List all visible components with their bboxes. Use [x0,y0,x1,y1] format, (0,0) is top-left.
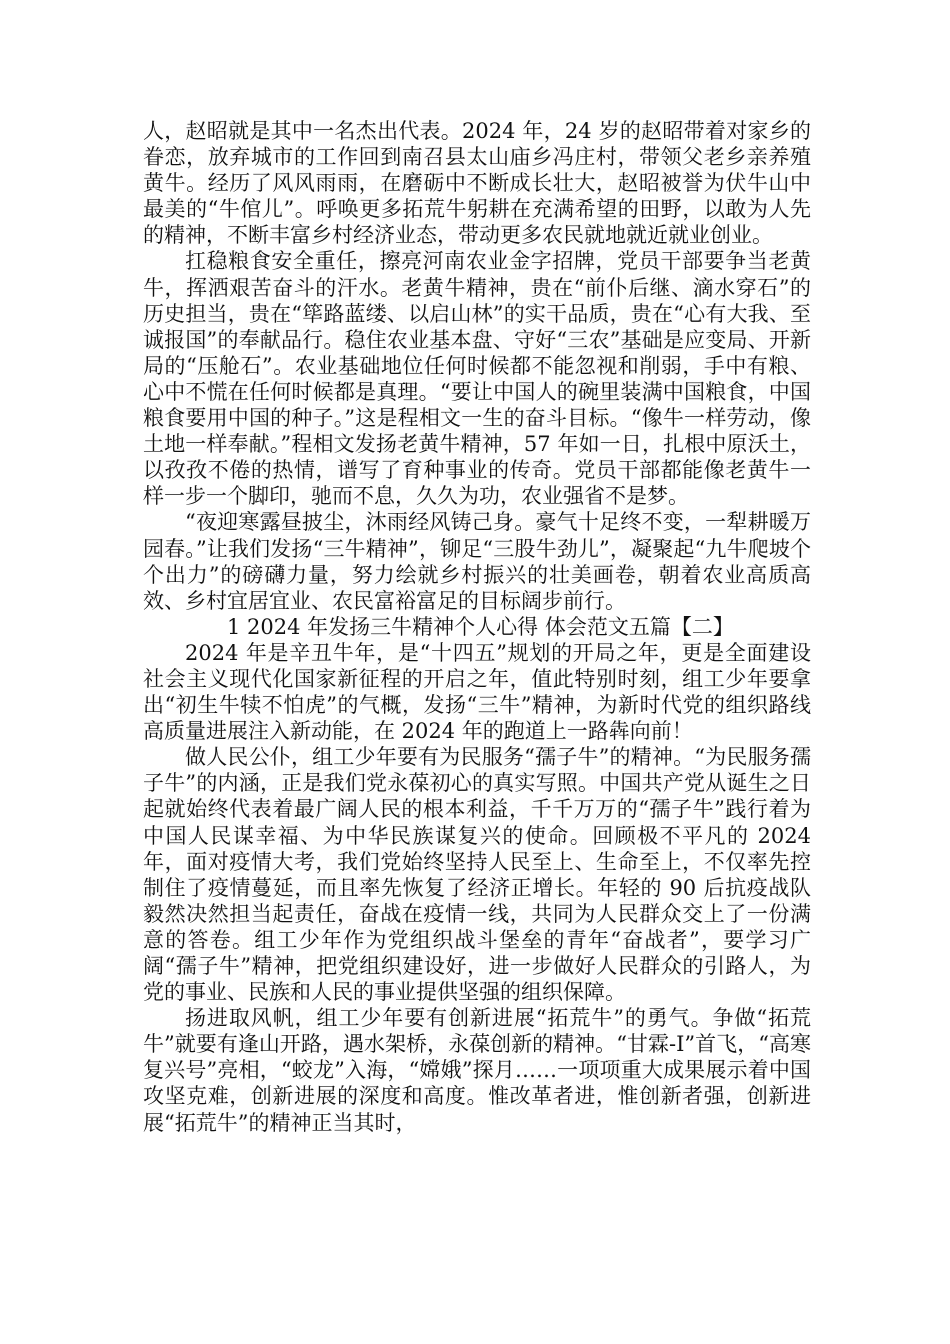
paragraph-zhao-zhao: 人，赵昭就是其中一名杰出代表。2024 年，24 岁的赵昭带着对家乡的眷恋，放弃城市的工作回到南召县太山庙乡冯庄村，带领父老乡亲养殖黄牛。经历了风风雨雨，在磨砺中不断成长壮大，赵昭被誉为伏牛山中最美的“牛倌儿”。呼唤更多拓荒牛躬耕在充满希望的田野，以敢为人先的精神，不断丰富乡村经济业态，带动更多农民就地就近就业创业。 [143,119,811,248]
section-heading: 1 2024 年发扬三牛精神个人心得 体会范文五篇【二】 [227,614,734,639]
document-page [143,118,811,1136]
paragraph-pioneer-ox: 扬进取风帆，组工少年要有创新进展“拓荒牛”的勇气。争做“拓荒牛”就要有逢山开路，遇水架桥，永葆创新的精神。“甘霖-I”首飞，“高寒复兴号”亮相，“蛟龙”入海，“嫦娥”探月……一项项重大成果展示着中国攻坚克难，创新进展的深度和高度。惟改革者进，惟创新者强，创新进展“拓荒牛”的精神正当其时， [143,1006,811,1135]
paragraph-year-of-ox: 2024 年是辛丑牛年，是“十四五”规划的开局之年，更是全面建设社会主义现代化国家新征程的开启之年，值此特别时刻，组工少年要拿出“初生牛犊不怕虎”的气概，发扬“三牛”精神，为新时代党的组织路线高质量进展注入新动能，在 2024 年的跑道上一路犇向前！ [143,640,811,744]
paragraph-old-yellow-ox: 扛稳粮食安全重任，擦亮河南农业金字招牌，党员干部要争当老黄牛，挥洒艰苦奋斗的汗水。老黄牛精神，贵在“前仆后继、滴水穿石”的历史担当，贵在“筚路蓝缕、以启山林”的实干品质，贵在“心有大我、至诚报国”的奉献品行。稳住农业基本盘、守好“三农”基础是应变局、开新局的“压舱石”。农业基础地位任何时候都不能忽视和削弱，手中有粮、心中不慌在任何时候都是真理。“要让中国人的碗里装满中国粮食，中国粮食要用中国的种子。”这是程相文一生的奋斗目标。“像牛一样劳动，像土地一样奉献。”程相文发扬老黄牛精神，57 年如一日，扎根中原沃土，以孜孜不倦的热情，谱写了育种事业的传奇。党员干部都能像老黄牛一样一步一个脚印，驰而不息，久久为功，农业强省不是梦。 [143,249,811,509]
paragraph-poem-conclusion: “夜迎寒露昼披尘，沐雨经风铸己身。豪气十足终不变，一犁耕暖万园春。”让我们发扬“三牛精神”，铆足“三股牛劲儿”，凝聚起“九牛爬坡个个出力”的磅礴力量，努力绘就乡村振兴的壮美画卷，朝着农业高质高效、乡村宜居宜业、农民富裕富足的目标阔步前行。 [143,510,811,613]
paragraph-servant-ox: 做人民公仆，组工少年要有为民服务“孺子牛”的精神。“为民服务孺子牛”的内涵，正是我们党永葆初心的真实写照。中国共产党从诞生之日起就始终代表着最广阔人民的根本利益，千千万万的“孺子牛”践行着为中国人民谋幸福、为中华民族谋复兴的使命。回顾极不平凡的 2024 年，面对疫情大考，我们党始终坚持人民至上、生命至上，不仅率先控制住了疫情蔓延，而且率先恢复了经济正增长。年轻的 90 后抗疫战队毅然决然担当起责任，奋战在疫情一线，共同为人民群众交上了一份满意的答卷。组工少年作为党组织战斗堡垒的青年“奋战者”，要学习广阔“孺子牛”精神，把党组织建设好，进一步做好人民群众的引路人，为党的事业、民族和人民的事业提供坚强的组织保障。 [143,745,811,1005]
